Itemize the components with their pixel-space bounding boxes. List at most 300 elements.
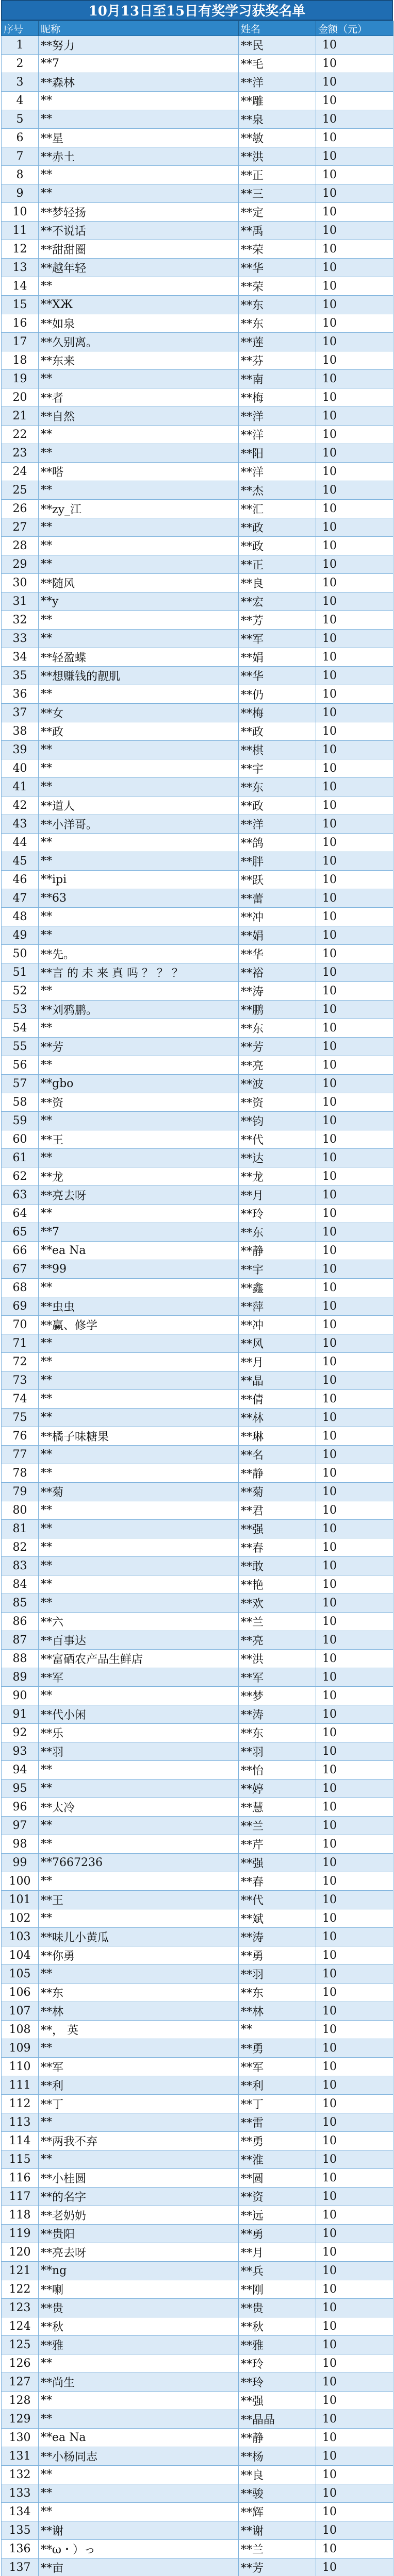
cell-name: **洪 [239, 147, 316, 166]
table-row [2, 926, 393, 945]
table-row [2, 574, 393, 592]
cell-amount: 10 [316, 2206, 393, 2225]
cell-name: **雕 [239, 92, 316, 110]
table-row [2, 73, 393, 92]
cell-name: **兵 [239, 2262, 316, 2280]
table-row [2, 2317, 393, 2336]
cell-nickname: **女 [39, 704, 239, 722]
cell-no: 30 [2, 574, 39, 592]
cell-no: 94 [2, 1761, 39, 1780]
cell-no: 91 [2, 1705, 39, 1724]
table-row [2, 685, 393, 704]
table-row [2, 537, 393, 555]
cell-nickname: ** [39, 1575, 239, 1594]
cell-no: 95 [2, 1780, 39, 1798]
cell-nickname: ** [39, 2150, 239, 2169]
cell-no: 73 [2, 1371, 39, 1390]
cell-name: **仍 [239, 685, 316, 704]
cell-amount: 10 [316, 1205, 393, 1223]
cell-amount: 10 [316, 2336, 393, 2354]
cell-amount: 10 [316, 2317, 393, 2336]
cell-no: 42 [2, 796, 39, 815]
cell-no: 49 [2, 926, 39, 945]
cell-no: 88 [2, 1650, 39, 1668]
table-row [2, 1613, 393, 1631]
table-row [2, 2447, 393, 2466]
table-row [2, 815, 393, 834]
cell-amount: 10 [316, 741, 393, 759]
table-row [2, 2558, 393, 2576]
sheet-title: 10月13日至15日有奖学习获奖名单 [1, 0, 393, 21]
cell-amount: 10 [316, 1668, 393, 1687]
cell-name: **亮 [239, 1631, 316, 1650]
cell-nickname: **秋 [39, 2317, 239, 2336]
cell-no: 87 [2, 1631, 39, 1650]
cell-no: 34 [2, 648, 39, 667]
table-row [2, 222, 393, 240]
cell-no: 56 [2, 1056, 39, 1075]
table-row [2, 2002, 393, 2021]
cell-name: **龙 [239, 1167, 316, 1186]
cell-no: 3 [2, 73, 39, 92]
cell-amount: 10 [316, 1371, 393, 1390]
cell-name: **东 [239, 296, 316, 314]
cell-name: **胖 [239, 852, 316, 871]
cell-amount: 10 [316, 1501, 393, 1520]
cell-name: **洋 [239, 463, 316, 481]
cell-nickname: ** [39, 1817, 239, 1835]
cell-no: 79 [2, 1483, 39, 1501]
cell-name: **月 [239, 1186, 316, 1205]
cell-nickname: **梦轻扬 [39, 203, 239, 222]
cell-no: 92 [2, 1724, 39, 1742]
cell-name: **民 [239, 36, 316, 55]
table-row [2, 778, 393, 796]
cell-name: **勇 [239, 2039, 316, 2058]
cell-amount: 10 [316, 2354, 393, 2373]
cell-nickname: **林 [39, 2002, 239, 2021]
cell-amount: 10 [316, 815, 393, 834]
cell-no: 120 [2, 2243, 39, 2262]
cell-nickname: **丁 [39, 2095, 239, 2113]
cell-no: 48 [2, 908, 39, 926]
table-row [2, 667, 393, 685]
cell-name: **娟 [239, 926, 316, 945]
cell-amount: 10 [316, 945, 393, 963]
cell-amount: 10 [316, 648, 393, 667]
cell-nickname: ** [39, 1687, 239, 1705]
cell-nickname: ** [39, 184, 239, 203]
cell-amount: 10 [316, 1093, 393, 1112]
cell-name: **敏 [239, 129, 316, 147]
table-row [2, 630, 393, 648]
cell-name: **达 [239, 1149, 316, 1167]
cell-amount: 10 [316, 1891, 393, 1909]
cell-no: 81 [2, 1520, 39, 1538]
cell-no: 61 [2, 1149, 39, 1167]
cell-no: 38 [2, 722, 39, 741]
cell-amount: 10 [316, 370, 393, 388]
cell-name: **羽 [239, 1742, 316, 1761]
cell-name: **勇 [239, 1946, 316, 1965]
cell-nickname: **道人 [39, 796, 239, 815]
cell-name: **亮 [239, 1056, 316, 1075]
cell-amount: 10 [316, 426, 393, 444]
cell-name: **君 [239, 1501, 316, 1520]
cell-no: 133 [2, 2484, 39, 2503]
cell-no: 76 [2, 1427, 39, 1446]
cell-nickname: **者 [39, 388, 239, 407]
cell-name: **风 [239, 1334, 316, 1353]
cell-amount: 10 [316, 2280, 393, 2299]
cell-amount: 10 [316, 1520, 393, 1538]
cell-nickname: **东来 [39, 351, 239, 370]
cell-name: **杰 [239, 481, 316, 500]
table-row [2, 147, 393, 166]
table-row [2, 1965, 393, 1984]
table-row [2, 1038, 393, 1056]
cell-nickname: **星 [39, 129, 239, 147]
cell-amount: 10 [316, 500, 393, 518]
cell-amount: 10 [316, 1483, 393, 1501]
table-row [2, 1242, 393, 1260]
cell-name: **强 [239, 1520, 316, 1538]
cell-name: **三 [239, 184, 316, 203]
cell-amount: 10 [316, 1742, 393, 1761]
table-row [2, 1668, 393, 1687]
table-row [2, 2521, 393, 2540]
cell-amount: 10 [316, 889, 393, 908]
cell-name: **东 [239, 1984, 316, 2002]
cell-amount: 10 [316, 1687, 393, 1705]
cell-name: **倩 [239, 1390, 316, 1409]
cell-amount: 10 [316, 1538, 393, 1557]
cell-amount: 10 [316, 2429, 393, 2447]
cell-no: 19 [2, 370, 39, 388]
cell-amount: 10 [316, 611, 393, 630]
cell-amount: 10 [316, 834, 393, 852]
cell-no: 5 [2, 110, 39, 129]
cell-nickname: ** [39, 1149, 239, 1167]
cell-amount: 10 [316, 1446, 393, 1464]
cell-no: 52 [2, 982, 39, 1001]
cell-amount: 10 [316, 1724, 393, 1742]
cell-name: **春 [239, 1538, 316, 1557]
table-row [2, 1909, 393, 1928]
cell-name: **玲 [239, 2373, 316, 2392]
cell-nickname: ** [39, 1334, 239, 1353]
cell-amount: 10 [316, 388, 393, 407]
cell-nickname: **虫虫 [39, 1297, 239, 1316]
table-row [2, 1390, 393, 1409]
cell-amount: 10 [316, 1631, 393, 1650]
cell-nickname: **先。 [39, 945, 239, 963]
table-row [2, 2039, 393, 2058]
cell-name: **钧 [239, 1112, 316, 1130]
cell-name: **名 [239, 1446, 316, 1464]
cell-amount: 10 [316, 2058, 393, 2076]
cell-nickname: **六 [39, 1613, 239, 1631]
table-row [2, 704, 393, 722]
cell-amount: 10 [316, 2002, 393, 2021]
cell-amount: 10 [316, 1761, 393, 1780]
cell-nickname: **百事达 [39, 1631, 239, 1650]
cell-name: **芳 [239, 1038, 316, 1056]
cell-nickname: **随风 [39, 574, 239, 592]
cell-nickname: ** [39, 1872, 239, 1891]
cell-name: **芳 [239, 611, 316, 630]
cell-name: **欢 [239, 1594, 316, 1613]
cell-no: 124 [2, 2317, 39, 2336]
table-row [2, 1817, 393, 1835]
cell-no: 104 [2, 1946, 39, 1965]
cell-name: **涛 [239, 1928, 316, 1946]
table-row [2, 518, 393, 537]
cell-amount: 10 [316, 1130, 393, 1149]
table-row [2, 1872, 393, 1891]
cell-amount: 10 [316, 351, 393, 370]
cell-name: **洋 [239, 73, 316, 92]
cell-no: 132 [2, 2466, 39, 2484]
cell-no: 12 [2, 240, 39, 259]
cell-nickname: **7 [39, 1223, 239, 1242]
cell-nickname: **乐 [39, 1724, 239, 1742]
cell-nickname: **王 [39, 1891, 239, 1909]
cell-no: 32 [2, 611, 39, 630]
table-row [2, 2466, 393, 2484]
table-row [2, 1687, 393, 1705]
cell-amount: 10 [316, 1984, 393, 2002]
cell-nickname: ** [39, 1520, 239, 1538]
table-row [2, 1167, 393, 1186]
cell-amount: 10 [316, 2262, 393, 2280]
table-row [2, 2410, 393, 2429]
cell-amount: 10 [316, 55, 393, 73]
cell-amount: 10 [316, 982, 393, 1001]
cell-no: 135 [2, 2521, 39, 2540]
table-row [2, 1798, 393, 1817]
cell-amount: 10 [316, 2188, 393, 2206]
cell-amount: 10 [316, 240, 393, 259]
cell-name: **良 [239, 574, 316, 592]
cell-nickname: **代小闲 [39, 1705, 239, 1724]
cell-name: **谢 [239, 2521, 316, 2540]
table-row [2, 1631, 393, 1650]
cell-no: 6 [2, 129, 39, 147]
cell-nickname: ** [39, 1557, 239, 1575]
cell-amount: 10 [316, 1464, 393, 1483]
cell-amount: 10 [316, 147, 393, 166]
table-row [2, 1019, 393, 1038]
table-row [2, 1501, 393, 1520]
cell-no: 27 [2, 518, 39, 537]
cell-amount: 10 [316, 908, 393, 926]
cell-nickname: ** [39, 982, 239, 1001]
table-row [2, 2188, 393, 2206]
table-row [2, 759, 393, 778]
cell-nickname: **小洋哥。 [39, 815, 239, 834]
table-row [2, 2132, 393, 2150]
cell-nickname: **森林 [39, 73, 239, 92]
cell-amount: 10 [316, 1112, 393, 1130]
cell-no: 2 [2, 55, 39, 73]
cell-name: **慧 [239, 1798, 316, 1817]
cell-name: **鹏 [239, 1001, 316, 1019]
cell-name: **禹 [239, 222, 316, 240]
cell-name: **东 [239, 1223, 316, 1242]
table-row [2, 648, 393, 667]
cell-amount: 10 [316, 2503, 393, 2521]
cell-name: **政 [239, 518, 316, 537]
cell-amount: 10 [316, 2410, 393, 2429]
cell-no: 77 [2, 1446, 39, 1464]
cell-nickname: ** [39, 759, 239, 778]
cell-no: 8 [2, 166, 39, 184]
cell-amount: 10 [316, 36, 393, 55]
cell-name: **雅 [239, 2336, 316, 2354]
cell-nickname: ** [39, 1390, 239, 1409]
cell-amount: 10 [316, 222, 393, 240]
cell-no: 50 [2, 945, 39, 963]
cell-amount: 10 [316, 555, 393, 574]
cell-nickname: **99 [39, 1260, 239, 1279]
table-row [2, 2262, 393, 2280]
cell-nickname: ** [39, 110, 239, 129]
cell-no: 64 [2, 1205, 39, 1223]
table-row [2, 2058, 393, 2076]
cell-amount: 10 [316, 259, 393, 277]
table-row [2, 2354, 393, 2373]
cell-nickname: ** [39, 1446, 239, 1464]
cell-amount: 10 [316, 1817, 393, 1835]
cell-name: **正 [239, 166, 316, 184]
table-row [2, 611, 393, 630]
cell-amount: 10 [316, 2169, 393, 2188]
cell-name: **林 [239, 2002, 316, 2021]
cell-nickname: ** [39, 1780, 239, 1798]
cell-name: **羽 [239, 1965, 316, 1984]
cell-name: **菊 [239, 1483, 316, 1501]
table-row [2, 852, 393, 871]
cell-nickname: **gbo [39, 1075, 239, 1093]
table-row [2, 1483, 393, 1501]
cell-no: 137 [2, 2558, 39, 2576]
cell-no: 130 [2, 2429, 39, 2447]
cell-name: **泉 [239, 110, 316, 129]
cell-amount: 10 [316, 129, 393, 147]
cell-name: ** [239, 2021, 316, 2039]
cell-amount: 10 [316, 166, 393, 184]
cell-no: 25 [2, 481, 39, 500]
cell-no: 33 [2, 630, 39, 648]
cell-no: 45 [2, 852, 39, 871]
cell-name: **洋 [239, 426, 316, 444]
cell-no: 118 [2, 2206, 39, 2225]
cell-nickname: **东 [39, 1984, 239, 2002]
cell-no: 90 [2, 1687, 39, 1705]
cell-amount: 10 [316, 2225, 393, 2243]
cell-nickname: **富硒农产品生鲜店 [39, 1650, 239, 1668]
table-row [2, 481, 393, 500]
cell-no: 97 [2, 1817, 39, 1835]
cell-no: 105 [2, 1965, 39, 1984]
cell-nickname: ** [39, 1594, 239, 1613]
cell-no: 44 [2, 834, 39, 852]
cell-no: 39 [2, 741, 39, 759]
cell-amount: 10 [316, 296, 393, 314]
cell-name: **波 [239, 1075, 316, 1093]
cell-nickname: ** [39, 2466, 239, 2484]
cell-no: 10 [2, 203, 39, 222]
cell-no: 96 [2, 1798, 39, 1817]
cell-no: 83 [2, 1557, 39, 1575]
cell-name: **冲 [239, 1316, 316, 1334]
cell-no: 84 [2, 1575, 39, 1594]
cell-nickname: ** [39, 166, 239, 184]
cell-nickname: ** [39, 2410, 239, 2429]
cell-nickname: ** [39, 1205, 239, 1223]
cell-name: **贵 [239, 2299, 316, 2317]
cell-amount: 10 [316, 2484, 393, 2503]
table-row [2, 1260, 393, 1279]
table-row [2, 1854, 393, 1872]
table-row [2, 2299, 393, 2317]
cell-nickname: ** [39, 1019, 239, 1038]
cell-name: **代 [239, 1891, 316, 1909]
cell-amount: 10 [316, 333, 393, 351]
header-nickname: 昵称 [39, 21, 239, 36]
cell-no: 47 [2, 889, 39, 908]
table-row [2, 333, 393, 351]
table-row [2, 2336, 393, 2354]
table-row [2, 982, 393, 1001]
cell-nickname: ** [39, 1538, 239, 1557]
cell-name: **宇 [239, 1260, 316, 1279]
table-body [2, 36, 393, 2576]
table-row [2, 1353, 393, 1371]
cell-name: **月 [239, 2243, 316, 2262]
table-row [2, 463, 393, 481]
cell-nickname: **努力 [39, 36, 239, 55]
cell-name: **秋 [239, 2317, 316, 2336]
cell-name: **华 [239, 259, 316, 277]
cell-nickname: ** [39, 611, 239, 630]
cell-name: **强 [239, 2392, 316, 2410]
cell-nickname: ** [39, 1409, 239, 1427]
cell-name: **兰 [239, 2540, 316, 2558]
cell-no: 67 [2, 1260, 39, 1279]
table-row [2, 500, 393, 518]
cell-name: **春 [239, 1872, 316, 1891]
cell-nickname: **zy_江 [39, 500, 239, 518]
table-row [2, 2113, 393, 2132]
cell-nickname: **ea Na [39, 1242, 239, 1260]
cell-nickname: ** [39, 2039, 239, 2058]
cell-nickname: **老奶奶 [39, 2206, 239, 2225]
cell-no: 74 [2, 1390, 39, 1409]
cell-nickname: ** [39, 1056, 239, 1075]
cell-no: 126 [2, 2354, 39, 2373]
cell-name: **荣 [239, 240, 316, 259]
cell-amount: 10 [316, 722, 393, 741]
cell-nickname: ** [39, 2484, 239, 2503]
cell-no: 41 [2, 778, 39, 796]
cell-amount: 10 [316, 2039, 393, 2058]
cell-amount: 10 [316, 778, 393, 796]
table-row [2, 722, 393, 741]
cell-nickname: **， 英 [39, 2021, 239, 2039]
cell-no: 107 [2, 2002, 39, 2021]
